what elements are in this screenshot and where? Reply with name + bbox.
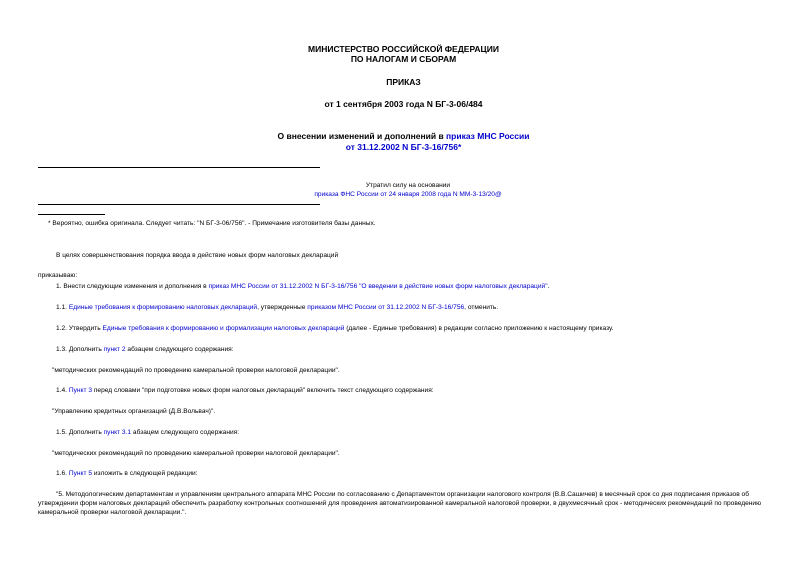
footnote: * Вероятно, ошибка оригинала. Следует читать: "N БГ-3-06/756". - Примечание изготовителя базы данных. [48, 220, 376, 227]
p11-num: 1.1. [56, 304, 69, 311]
paragraph-1-5-quote: "методических рекомендаций по проведению камеральной проверки налоговой декларации". [52, 450, 340, 457]
paragraph-1-3-quote: "методических рекомендаций по проведению камеральной проверки налоговой декларации". [52, 367, 340, 374]
order-word: приказываю: [38, 272, 78, 279]
paragraph-1-1 [38, 303, 796, 312]
p1-tail: . [547, 283, 550, 290]
p12-num: 1.2. Утвердить [56, 325, 103, 332]
p16-num: 1.6. [56, 470, 69, 477]
p13-point-link[interactable]: пункт 2 [103, 346, 126, 353]
paragraph-5-new-text: "5. Методологическим департаментам и управлениям центрального аппарата МНС России по согласованию с Департаментом организации налогового контроля (В.В.Сашичев) в месячный срок со дня подписания приказов об утверждении форм налоговых деклараций обеспечить разработку контрольных соотношений для проведения автоматизированной камеральной налоговой проверки, в двухмесячный срок - методических рекомендаций по проведению камеральной проверки налоговой декларации.". [38, 491, 762, 516]
p11-tail: , отменить. [464, 304, 499, 311]
p15-point-link[interactable]: пункт 3.1 [103, 429, 132, 436]
p13-tail: абзацем следующего содержания: [125, 346, 234, 353]
footnote-divider [38, 214, 105, 215]
p14-point-link[interactable]: Пункт 3 [68, 387, 92, 394]
paragraph-1-4 [38, 386, 796, 395]
header-divider [38, 167, 320, 168]
paragraph-1-6 [38, 469, 796, 478]
title-order-link[interactable]: приказ МНС России [446, 131, 530, 141]
repeal-order-link[interactable]: приказа ФНС России от 24 января 2008 года N ММ-3-13/20@ [314, 191, 502, 198]
p1-order-link[interactable]: приказ МНС России от 31.12.2002 N БГ-3-16/756 "О введении в действие новых форм налоговых деклараций" [208, 283, 548, 290]
ministry-name-line1: МИНИСТЕРСТВО РОССИЙСКОЙ ФЕДЕРАЦИИ [308, 44, 499, 54]
paragraph-1-2 [38, 324, 796, 333]
p16-tail: изложить в следующей редакции: [92, 470, 198, 477]
document-type: ПРИКАЗ [386, 77, 421, 87]
p11-order-link[interactable]: приказом МНС России от 31.12.2002 N БГ-3-16/756 [307, 304, 465, 311]
paragraph-1 [38, 282, 796, 291]
p12-tail: (далее - Единые требования) в редакции согласно приложению к настоящему приказу. [344, 325, 614, 332]
status-divider [38, 204, 320, 205]
title-order-link-number[interactable]: от 31.12.2002 N БГ-3-16/756* [345, 142, 462, 152]
p14-tail: перед словами "при подготовке новых форм налоговых деклараций" включить текст следующего содержания: [92, 387, 434, 394]
p16-point-link[interactable]: Пункт 5 [68, 470, 92, 477]
intro-paragraph: В целях совершенствования порядка ввода в действие новых форм налоговых деклараций [56, 252, 339, 259]
paragraph-1-3 [38, 345, 796, 354]
title-text: О внесении изменений и дополнений в [277, 131, 447, 141]
p14-num: 1.4. [56, 387, 69, 394]
p13-num: 1.3. Дополнить [56, 346, 104, 353]
document-date-number: от 1 сентября 2003 года N БГ-3-06/484 [324, 99, 483, 109]
p15-num: 1.5. Дополнить [56, 429, 104, 436]
paragraph-1-5 [38, 428, 796, 437]
document-title-line1 [0, 131, 807, 141]
p11-requirements-link[interactable]: Единые требования к формированию налоговых деклараций [68, 304, 258, 311]
p1-text: 1. Внести следующие изменения и дополнения в [56, 283, 209, 290]
p11-mid: , утвержденные [257, 304, 308, 311]
ministry-name-line2: ПО НАЛОГАМ И СБОРАМ [350, 54, 457, 64]
document-title-line2 [0, 142, 807, 152]
p12-requirements-link[interactable]: Единые требования к формированию и формализации налоговых деклараций [102, 325, 345, 332]
paragraph-1-4-quote: "Управлению кредитных организаций (Д.В.Вольвач)". [52, 408, 216, 415]
p15-tail: абзацем следующего содержания: [131, 429, 240, 436]
status-text: Утратил силу на основании [365, 182, 451, 189]
status-line [38, 190, 778, 199]
